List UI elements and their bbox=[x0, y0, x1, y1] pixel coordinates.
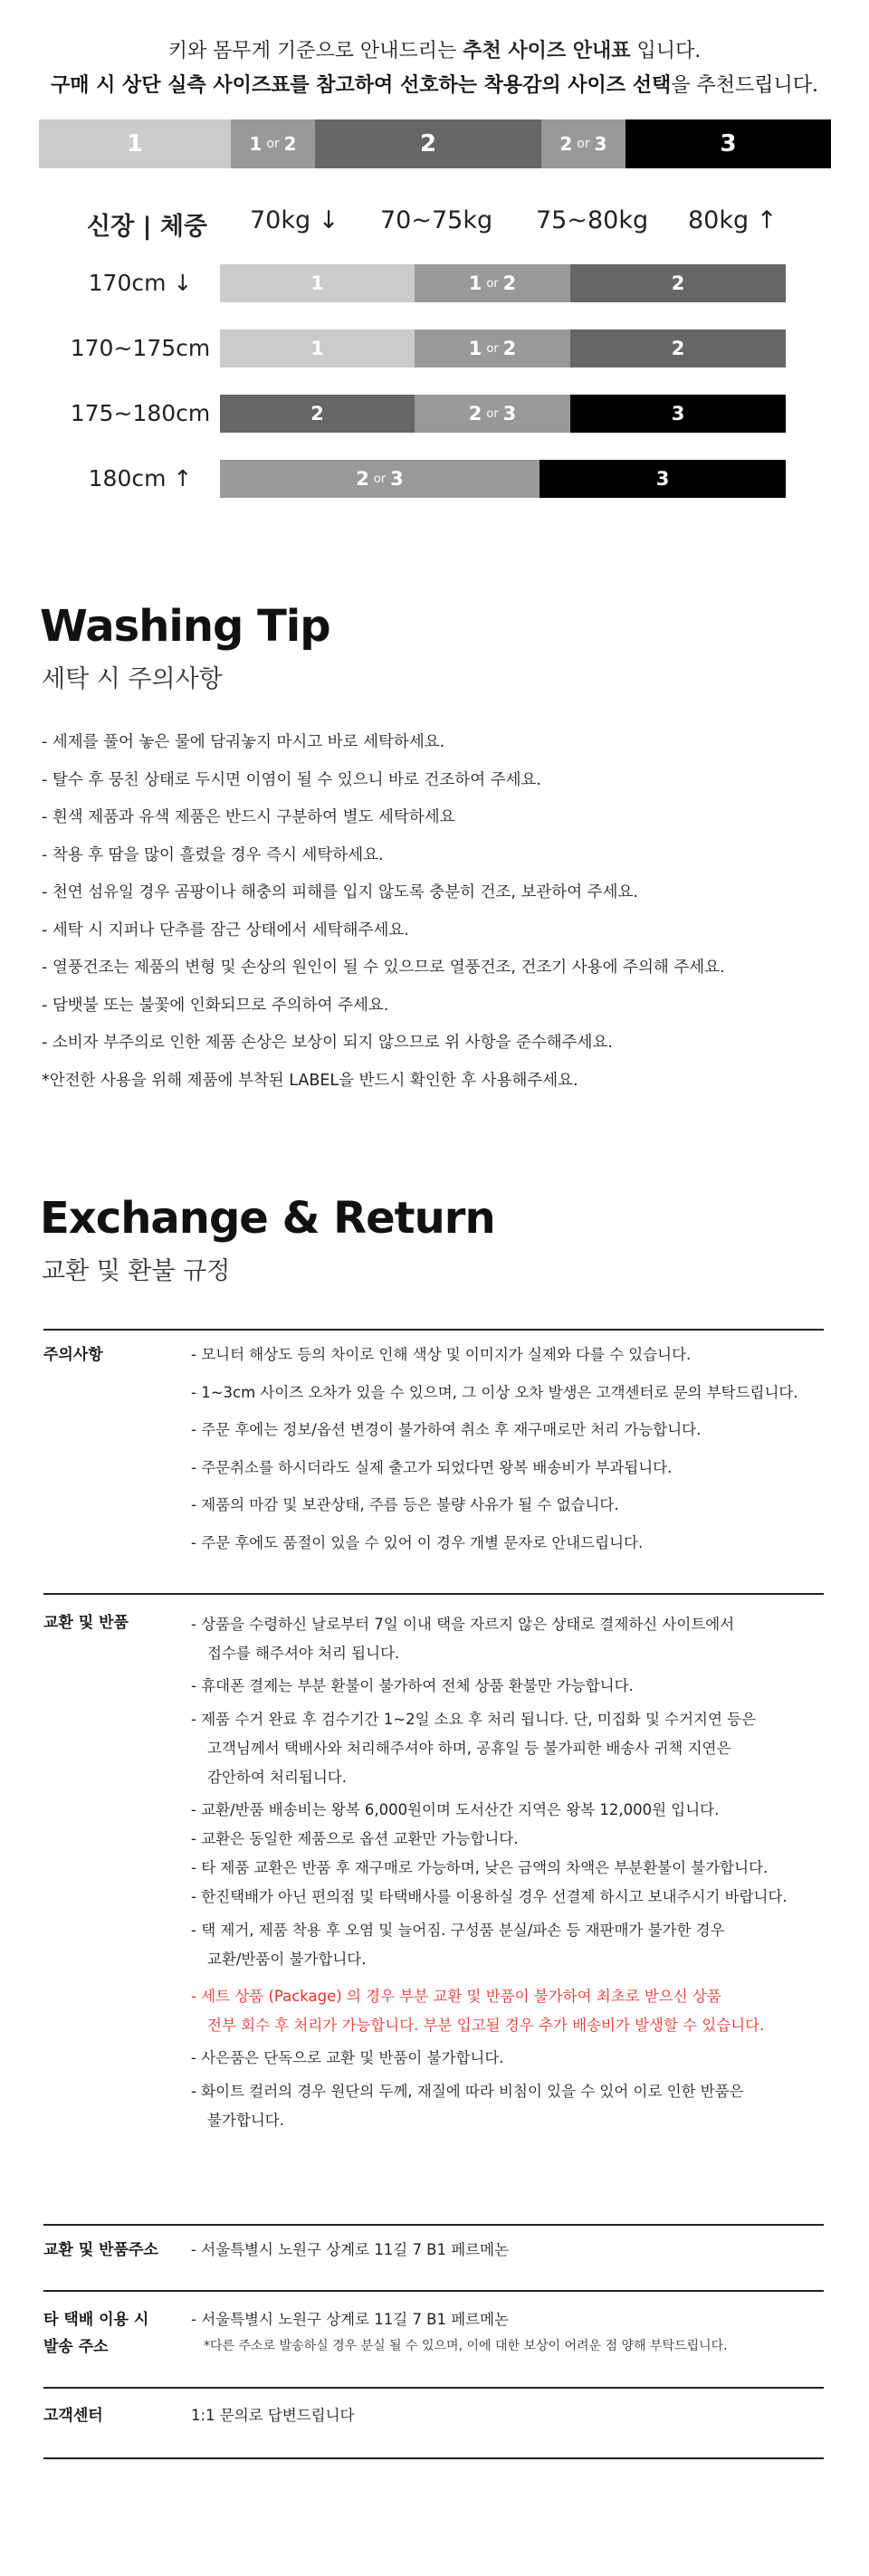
list-item-line: - 세트 상품 (Package) 의 경우 부분 교환 및 반품이 불가하여 최초로 받으신 상품 bbox=[191, 1988, 721, 2005]
size-or: or bbox=[486, 341, 499, 356]
list-item: - 착용 후 땀을 많이 흘렸을 경우 즉시 세탁하세요. bbox=[42, 845, 384, 864]
exchange-return-subtitle: 교환 및 환불 규정 bbox=[42, 1257, 231, 1285]
list-item-line: - 상품을 수령하신 날로부터 7일 이내 택을 자르지 않은 상태로 결제하신 사이트에서 bbox=[191, 1616, 735, 1633]
size-value: 2 bbox=[671, 338, 685, 359]
list-item bbox=[191, 1978, 825, 2044]
list-item-line: 불가합니다. bbox=[207, 2112, 284, 2129]
size-value: 2 bbox=[502, 272, 517, 294]
size-cell bbox=[415, 329, 570, 367]
size-cell bbox=[220, 329, 415, 367]
size-value: 1 bbox=[468, 272, 482, 294]
weight-column-label: 70~75kg bbox=[380, 206, 493, 234]
list-item: - 주문 후에는 정보/옵션 변경이 불가하여 취소 후 재구매로만 처리 가능합니다. bbox=[191, 1421, 702, 1438]
label-line: 타 택배 이용 시 bbox=[43, 2311, 149, 2329]
scale-value: 2 bbox=[283, 133, 297, 155]
list-item: - 흰색 제품과 유색 제품은 반드시 구분하여 별도 세탁하세요 bbox=[42, 808, 455, 826]
size-row bbox=[0, 329, 869, 367]
washing-tip-list bbox=[42, 724, 838, 1100]
size-or: or bbox=[486, 406, 499, 421]
list-item-line: - 교환은 동일한 제품으로 옵션 교환만 가능합니다. bbox=[191, 1830, 519, 1847]
size-value: 2 bbox=[671, 272, 685, 294]
size-value: 1 bbox=[310, 272, 324, 294]
scale-or: or bbox=[577, 137, 590, 151]
list-item-line: - 휴대폰 결제는 부분 환불이 불가하여 전체 상품 환불만 가능합니다. bbox=[191, 1677, 634, 1694]
list-item bbox=[191, 2044, 825, 2073]
list-item-line: - 제품 수거 완료 후 검수기간 1~2일 소요 후 처리 됩니다. 단, 미집화 및 수거지연 등은 bbox=[191, 1711, 757, 1728]
list-item bbox=[191, 1796, 825, 1825]
list-item: - 모니터 해상도 등의 차이로 인해 색상 및 이미지가 실제와 다를 수 있습니다. bbox=[191, 1346, 692, 1363]
other-courier-label bbox=[43, 2306, 188, 2361]
list-item bbox=[191, 1883, 825, 1912]
list-item: - 주문 후에도 품절이 있을 수 있어 이 경우 개별 문자로 안내드립니다. bbox=[191, 1533, 644, 1551]
size-cell bbox=[570, 395, 786, 433]
size-value: 1 bbox=[310, 338, 324, 359]
list-item: - 제품의 마감 및 보관상태, 주름 등은 불량 사유가 될 수 없습니다. bbox=[191, 1496, 619, 1513]
size-row bbox=[0, 264, 869, 302]
size-row-bar bbox=[220, 329, 786, 367]
size-value: 3 bbox=[671, 403, 685, 425]
scale-segment bbox=[231, 119, 315, 168]
exchange-return-title: Exchange & Return bbox=[40, 1193, 495, 1244]
size-cell bbox=[570, 329, 786, 367]
label-line: 발송 주소 bbox=[43, 2338, 109, 2356]
size-scale-legend bbox=[39, 119, 831, 168]
list-item-line: - 화이트 컬러의 경우 원단의 두께, 재질에 따라 비침이 있을 수 있어 이로 인한 반품은 bbox=[191, 2083, 744, 2100]
list-item: - 천연 섬유일 경우 곰팡이나 해충의 피해를 입지 않도록 충분히 건조, 보관하여 주세요. bbox=[42, 883, 638, 902]
intro-emphasis: 추천 사이즈 안내표 bbox=[463, 40, 631, 62]
customer-center-list bbox=[191, 2402, 825, 2429]
size-value: 2 bbox=[310, 403, 324, 425]
list-item: - 세탁 시 지퍼나 단추를 잠근 상태에서 세탁해주세요. bbox=[42, 921, 409, 940]
size-value: 2 bbox=[356, 468, 369, 490]
list-item bbox=[191, 2073, 825, 2139]
scale-value: 3 bbox=[594, 133, 607, 155]
height-row-label: 175~180cm bbox=[70, 400, 211, 426]
size-value: 1 bbox=[468, 338, 482, 359]
intro-text: 을 추천드립니다. bbox=[671, 74, 818, 97]
height-weight-header: 신장 | 체중 bbox=[87, 213, 207, 241]
divider bbox=[43, 2290, 824, 2292]
customer-center-label: 고객센터 bbox=[43, 2407, 103, 2425]
list-item-line: 교환/반품이 불가합니다. bbox=[207, 1951, 367, 1968]
scale-value: 1 bbox=[126, 130, 144, 157]
intro-line-1 bbox=[0, 34, 869, 69]
washing-tip-subtitle: 세탁 시 주의사항 bbox=[42, 665, 223, 693]
scale-segment bbox=[39, 119, 231, 168]
list-item: - 1~3cm 사이즈 오차가 있을 수 있으며, 그 이상 오차 발생은 고객센터로 문의 부탁드립니다. bbox=[191, 1383, 798, 1401]
scale-segment bbox=[541, 119, 625, 168]
intro-text: 입니다. bbox=[630, 40, 702, 62]
size-cell bbox=[220, 264, 415, 302]
list-item-line: 접수를 해주셔야 처리 됩니다. bbox=[207, 1645, 400, 1662]
list-item bbox=[191, 1854, 825, 1883]
size-value: 3 bbox=[502, 403, 517, 425]
size-or: or bbox=[373, 472, 387, 486]
divider bbox=[43, 2387, 824, 2389]
height-row-label: 180cm ↑ bbox=[88, 465, 193, 491]
weight-column-label: 80kg ↑ bbox=[688, 206, 778, 234]
address-value: - 서울특별시 노원구 상계로 11길 7 B1 페르메논 bbox=[191, 2241, 510, 2258]
size-or: or bbox=[486, 276, 499, 291]
list-item-line: - 택 제거, 제품 착용 후 오염 및 늘어짐. 구성품 분실/파손 등 재판매가 불가한 경우 bbox=[191, 1922, 725, 1939]
size-cell bbox=[570, 264, 786, 302]
divider bbox=[43, 1593, 824, 1595]
list-item-line: 고객님께서 택배사와 처리해주셔야 하며, 공휴일 등 불가피한 배송사 귀책 지연은 bbox=[207, 1740, 731, 1757]
height-row-label: 170cm ↓ bbox=[88, 270, 193, 296]
scale-value: 2 bbox=[559, 133, 573, 155]
caution-list bbox=[191, 1336, 825, 1561]
size-value: 2 bbox=[468, 403, 482, 425]
list-item: - 탈수 후 뭉친 상태로 두시면 이염이 될 수 있으니 바로 건조하여 주세요. bbox=[42, 770, 541, 789]
other-courier-list bbox=[191, 2306, 825, 2359]
size-row bbox=[0, 395, 869, 433]
size-row bbox=[0, 460, 869, 498]
intro-emphasis: 구매 시 상단 실측 사이즈표를 참고하여 선호하는 착용감의 사이즈 선택 bbox=[50, 74, 672, 97]
list-item-line: - 한진택배가 아닌 편의점 및 타택배사를 이용하실 경우 선결제 하시고 보내주시기 바랍니다. bbox=[191, 1888, 788, 1905]
scale-value: 1 bbox=[249, 133, 263, 155]
size-guide-intro bbox=[0, 0, 869, 103]
customer-center-value: 1:1 문의로 답변드립니다 bbox=[191, 2407, 355, 2424]
list-item-line: 감안하여 처리됩니다. bbox=[207, 1769, 347, 1786]
address-label: 교환 및 반품주소 bbox=[43, 2241, 158, 2259]
divider bbox=[43, 2224, 824, 2226]
divider bbox=[43, 1329, 824, 1331]
size-cell bbox=[220, 395, 415, 433]
list-item-line: - 타 제품 교환은 반품 후 재구매로 가능하며, 낮은 금액의 차액은 부분환불이 불가합니다. bbox=[191, 1859, 769, 1876]
list-item bbox=[191, 1912, 825, 1978]
size-table-header bbox=[0, 206, 869, 243]
divider bbox=[43, 2457, 824, 2459]
weight-column-label: 75~80kg bbox=[536, 206, 649, 234]
list-item: - 주문취소를 하시더라도 실제 출고가 되었다면 왕복 배송비가 부과됩니다. bbox=[191, 1458, 673, 1476]
scale-or: or bbox=[266, 137, 280, 151]
size-value: 3 bbox=[390, 468, 404, 490]
size-cell bbox=[415, 395, 570, 433]
list-item-line: - 사은품은 단독으로 교환 및 반품이 불가합니다. bbox=[191, 2049, 504, 2066]
weight-column-label: 70kg ↓ bbox=[250, 206, 339, 234]
size-cell bbox=[220, 460, 540, 498]
list-item: - 열풍건조는 제품의 변형 및 손상의 원인이 될 수 있으므로 열풍건조, 건조기 사용에 주의해 주세요. bbox=[42, 959, 725, 977]
height-row-label: 170~175cm bbox=[70, 335, 211, 361]
list-item: - 소비자 부주의로 인한 제품 손상은 보상이 되지 않으므로 위 사항을 준수해주세요. bbox=[42, 1034, 613, 1052]
size-value: 3 bbox=[655, 468, 670, 490]
scale-value: 3 bbox=[720, 130, 737, 157]
list-item: - 세제를 풀어 놓은 물에 담궈놓지 마시고 바로 세탁하세요. bbox=[42, 733, 445, 751]
intro-line-2 bbox=[0, 69, 869, 103]
list-item bbox=[191, 1606, 825, 1672]
list-item-line: 전부 회수 후 처리가 가능합니다. 부분 입고될 경우 추가 배송비가 발생할 수 있습니다. bbox=[207, 2017, 765, 2034]
size-row-bar bbox=[220, 460, 786, 498]
address-list bbox=[191, 2237, 825, 2264]
size-cell bbox=[415, 264, 570, 302]
size-value: 2 bbox=[502, 338, 517, 359]
intro-text: 키와 몸무게 기준으로 안내드리는 bbox=[167, 40, 463, 62]
other-courier-note: *다른 주소로 발송하실 경우 분실 될 수 있으며, 이에 대한 보상이 어려운 점 양해 부탁드립니다. bbox=[204, 2339, 728, 2353]
size-row-bar bbox=[220, 264, 786, 302]
scale-value: 2 bbox=[419, 130, 437, 157]
scale-segment bbox=[315, 119, 541, 168]
return-label: 교환 및 반품 bbox=[43, 1614, 129, 1632]
list-item bbox=[191, 1672, 825, 1701]
list-item bbox=[191, 1701, 825, 1796]
list-item bbox=[191, 1825, 825, 1854]
return-list bbox=[191, 1606, 825, 2139]
list-item-line: - 교환/반품 배송비는 왕복 6,000원이며 도서산간 지역은 왕복 12,000원 입니다. bbox=[191, 1801, 720, 1818]
washing-tip-title: Washing Tip bbox=[40, 601, 330, 652]
other-courier-address: - 서울특별시 노원구 상계로 11길 7 B1 페르메논 bbox=[191, 2311, 510, 2328]
caution-label: 주의사항 bbox=[43, 1346, 103, 1364]
list-item: - 담뱃불 또는 불꽃에 인화되므로 주의하여 주세요. bbox=[42, 996, 389, 1015]
scale-segment bbox=[625, 119, 831, 168]
size-row-bar bbox=[220, 395, 786, 433]
size-cell bbox=[540, 460, 786, 498]
list-item: *안전한 사용을 위해 제품에 부착된 LABEL을 반드시 확인한 후 사용해주세요. bbox=[42, 1071, 578, 1090]
